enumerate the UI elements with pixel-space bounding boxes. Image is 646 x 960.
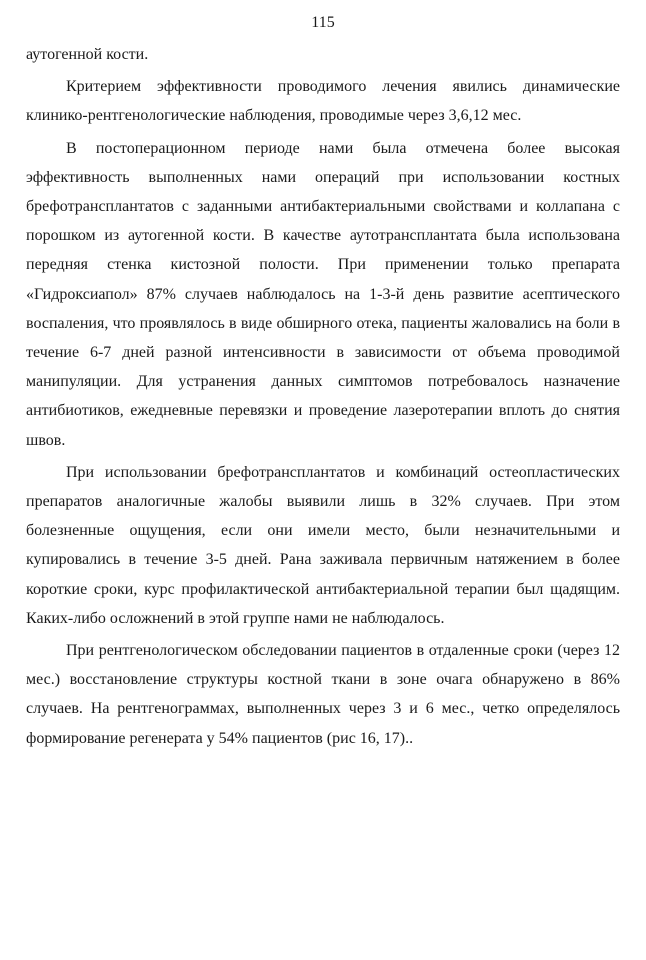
- paragraph-postoperative-period: В постоперационном периоде нами была отмечена более высокая эффективность выполненных нами операций при использовании костных брефотрансплантатов с заданными антибактериальными свойствами и коллапана с порошком из аутогенной кости. В качестве аутотрансплантата была использована передняя стенка кистозной полости. При применении только препарата «Гидроксиапол» 87% случаев наблюдалось на 1-3-й день развитие асептического воспаления, что проявлялось в виде обширного отека, пациенты жаловались на боли в течение 6-7 дней разной интенсивности в зависимости от объема проводимой манипуляции. Для устранения данных симптомов потребовалось назначение антибиотиков, ежедневные перевязки и проведение лазеротерапии вплоть до снятия швов.: [26, 139, 620, 449]
- paragraph-radiology-results: При рентгенологическом обследовании пациентов в отдаленные сроки (через 12 мес.) восстановление структуры костной ткани в зоне очага обнаружено в 86% случаев. На рентгенограммах, выполненных через 3 и 6 мес., четко определялось формирование регенерата у 54% пациентов (рис 16, 17)..: [26, 642, 620, 747]
- paragraph-continuation: аутогенной кости.: [26, 46, 149, 63]
- paragraph-evaluation-criterion: Критерием эффективности проводимого лечения явились динамические клинико-рентгенологические наблюдения, проводимые через 3,6,12 мес.: [26, 78, 620, 125]
- document-body: [26, 40, 620, 753]
- page-number: 115: [311, 14, 335, 31]
- paragraph-graft-results: При использовании брефотрансплантатов и комбинаций остеопластических препаратов аналогичные жалобы выявили лишь в 32% случаев. При этом болезненные ощущения, если они имели место, были незначительными и купировались в течение 3-5 дней. Рана заживала первичным натяжением в более короткие сроки, курс профилактической антибактериальной терапии был щадящим. Каких-либо осложнений в этой группе нами не наблюдалось.: [26, 463, 620, 627]
